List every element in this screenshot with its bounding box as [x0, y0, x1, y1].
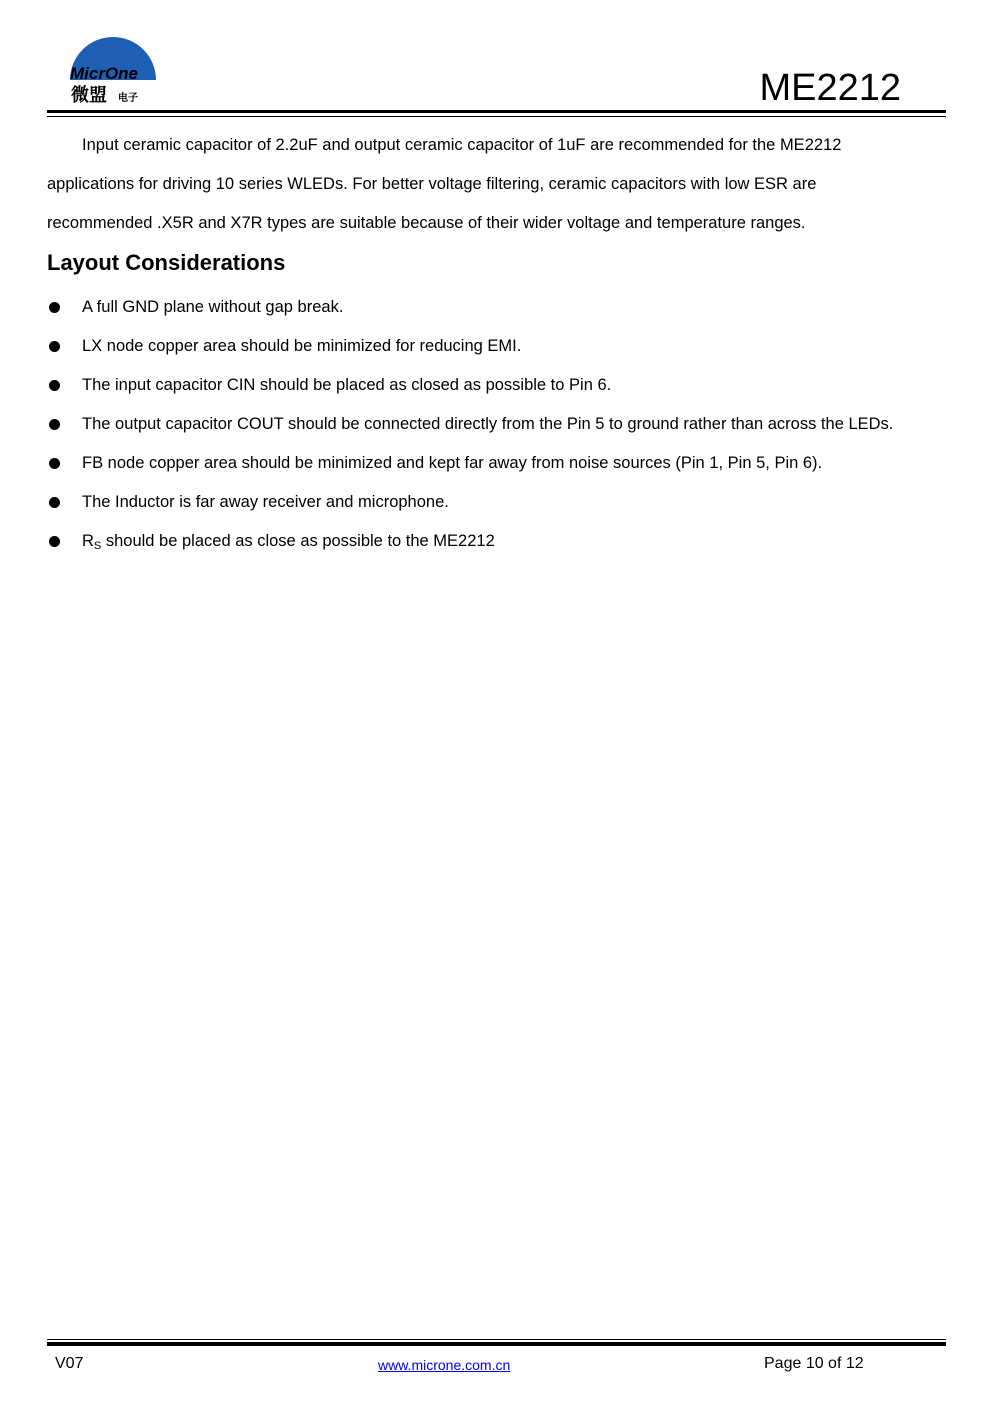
svg-text:MicrOne: MicrOne [70, 64, 139, 83]
list-item-text: The output capacitor COUT should be connected directly from the Pin 5 to ground rather than across the LEDs. [82, 415, 894, 433]
bullet-dot-icon [49, 302, 60, 313]
list-item-text [82, 522, 495, 566]
company-logo [68, 28, 160, 108]
intro-line: applications for driving 10 series WLEDs. For better voltage filtering, ceramic capacitors with low ESR are [47, 175, 817, 193]
rs-text: should be placed as close as possible to the ME2212 [101, 532, 495, 550]
version-label: V07 [55, 1355, 84, 1372]
intro-line: Input ceramic capacitor of 2.2uF and output ceramic capacitor of 1uF are recommended for the ME2212 [82, 136, 842, 154]
bullet-dot-icon [49, 497, 60, 508]
website-link[interactable]: www.microne.com.cn [378, 1357, 511, 1373]
list-item [47, 522, 957, 561]
list-item [47, 483, 957, 522]
intro-line: recommended .X5R and X7R types are suitable because of their wider voltage and temperature ranges. [47, 214, 806, 232]
intro-paragraph [47, 126, 947, 243]
bullet-dot-icon [49, 419, 60, 430]
list-item [47, 444, 957, 483]
layout-considerations-list [47, 288, 957, 561]
page-number: Page 10 of 12 [764, 1355, 864, 1372]
bullet-dot-icon [49, 341, 60, 352]
list-item-text: A full GND plane without gap break. [82, 298, 344, 316]
bullet-dot-icon [49, 380, 60, 391]
section-title: Layout Considerations [47, 250, 286, 275]
list-item [47, 327, 957, 366]
svg-text:微盟: 微盟 [71, 85, 107, 106]
rs-subscript: S [93, 540, 102, 552]
list-item-text: The Inductor is far away receiver and microphone. [82, 493, 449, 511]
list-item-text: The input capacitor CIN should be placed as closed as possible to Pin 6. [82, 376, 612, 394]
list-item-text: LX node copper area should be minimized for reducing EMI. [82, 337, 522, 355]
bullet-dot-icon [49, 458, 60, 469]
header-rule-thick [47, 110, 946, 113]
list-item [47, 288, 957, 327]
document-title: ME2212 [759, 67, 901, 109]
rs-symbol: R [82, 532, 94, 550]
list-item-text: FB node copper area should be minimized and kept far away from noise sources (Pin 1, Pin 5, Pin 6). [82, 454, 823, 472]
svg-text:电子: 电子 [118, 93, 138, 104]
footer-rule-thick [47, 1342, 946, 1346]
bullet-dot-icon [49, 536, 60, 547]
list-item [47, 405, 957, 444]
footer-rule-thin [47, 1339, 946, 1340]
list-item [47, 366, 957, 405]
header-rule-thin [47, 116, 946, 117]
